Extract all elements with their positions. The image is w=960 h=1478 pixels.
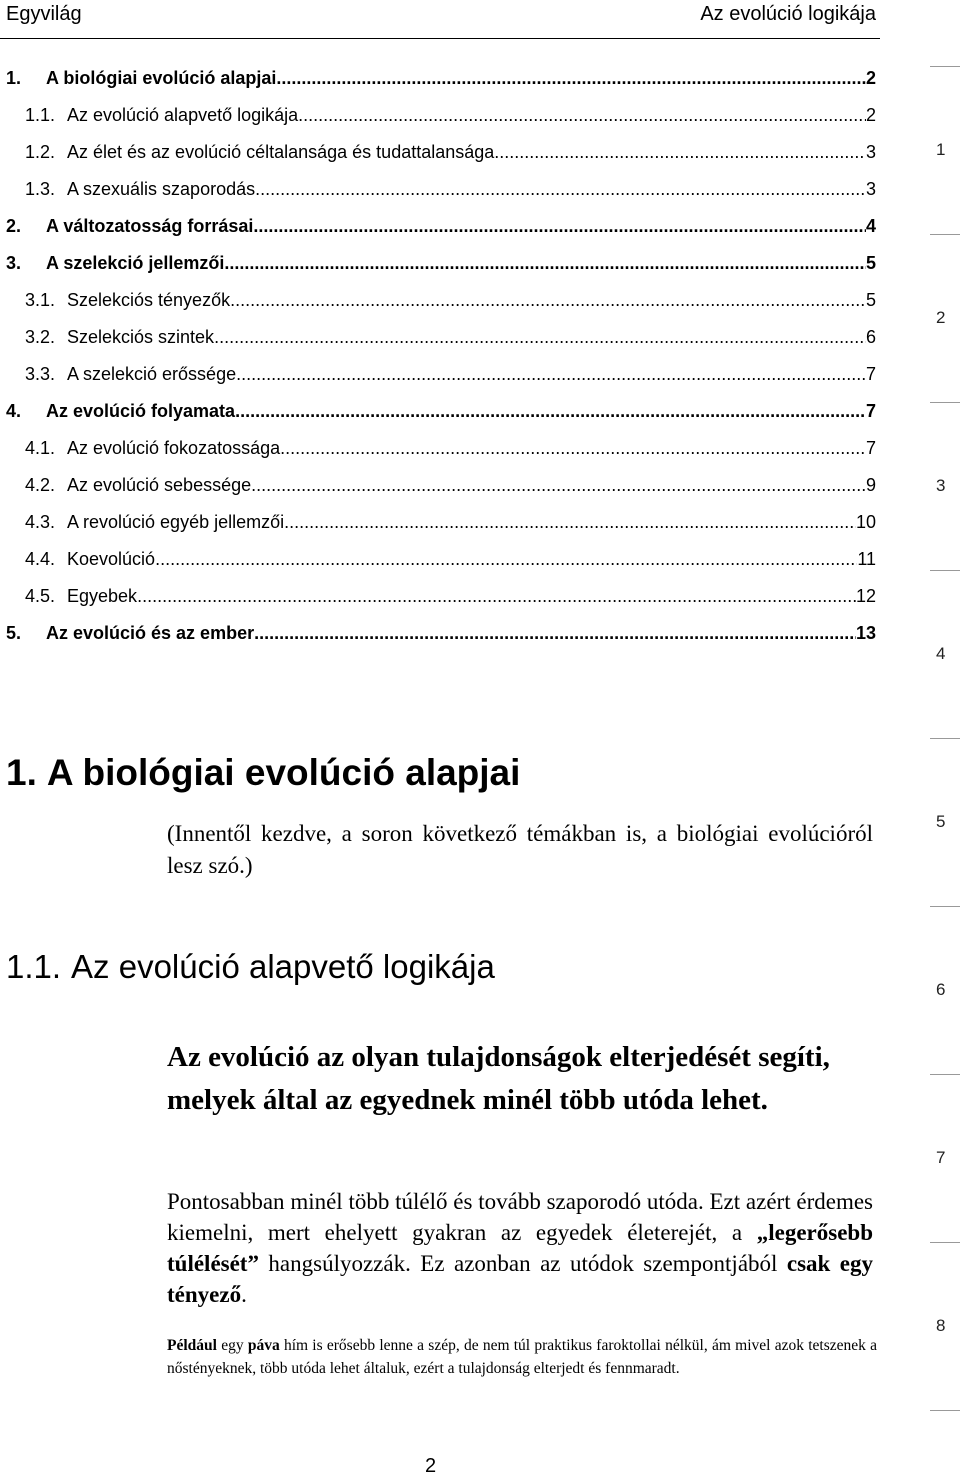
- subsection-title: Az evolúció alapvető logikája: [71, 948, 495, 985]
- toc-entry[interactable]: 4.4. Koevolúció ..... 11: [25, 549, 876, 570]
- margin-divider: [930, 1410, 960, 1411]
- margin-divider: [930, 738, 960, 739]
- margin-divider: [930, 234, 960, 235]
- example-peacock: páva: [247, 1337, 280, 1354]
- subsection-number: 1.1.: [6, 948, 62, 985]
- margin-divider: [930, 570, 960, 571]
- toc-entry[interactable]: 4.1. Az evolúció fokozatossága ..... 7: [25, 438, 876, 459]
- margin-number: 8: [936, 1316, 946, 1335]
- section-heading-1: [6, 752, 530, 794]
- margin-divider: [930, 906, 960, 907]
- margin-ruler: [930, 0, 960, 1477]
- toc-entry[interactable]: 3.1. Szelekciós tényezők ..... 5: [25, 290, 876, 311]
- margin-divider: [930, 1074, 960, 1075]
- margin-divider: [930, 66, 960, 67]
- key-statement: Az evolúció az olyan tulajdonságok elterjedését segíti, melyek által az egyednek minél több utóda lehet.: [167, 1041, 830, 1116]
- toc-entry[interactable]: 2. A változatosság forrásai ..... 4: [6, 216, 876, 237]
- toc-entry[interactable]: 3.3. A szelekció erőssége ..... 7: [25, 364, 876, 385]
- toc-entry[interactable]: 3. A szelekció jellemzői ..... 5: [6, 253, 876, 274]
- section-heading-1-1: [6, 948, 505, 986]
- margin-divider: [930, 402, 960, 403]
- section-number: 1.: [6, 752, 37, 793]
- margin-number: 7: [936, 1148, 946, 1167]
- toc-entry[interactable]: 1. A biológiai evolúció alapjai ..... 2: [6, 68, 876, 89]
- header-left-title: Egyvilág: [6, 3, 82, 25]
- body-paragraph: Pontosabban minél több túlélő és tovább szaporodó utóda. Ezt azért érdemes kiemelni, mert ehelyett gyakran az egyedek életerejét, a „legerősebb túlélését” hangsúlyozzák. Ez azonban az utódok szempontjából csak egy tényező.: [167, 1189, 873, 1307]
- margin-number: 5: [936, 812, 946, 831]
- toc-entry[interactable]: 1.3. A szexuális szaporodás ..... 3: [25, 179, 876, 200]
- example-label: Például: [167, 1337, 217, 1354]
- toc-entry[interactable]: 4.5. Egyebek ..... 12: [25, 586, 876, 607]
- section-intro-text: (Innentől kezdve, a soron következő témákban is, a biológiai evolúcióról lesz szó.): [167, 821, 873, 878]
- margin-number: 4: [936, 644, 946, 663]
- toc-entry[interactable]: 4. Az evolúció folyamata ..... 7: [6, 401, 876, 422]
- toc-entry[interactable]: 3.2. Szelekciós szintek ..... 6: [25, 327, 876, 348]
- toc-entry[interactable]: 4.3. A revolúció egyéb jellemzői ..... 10: [25, 512, 876, 533]
- margin-number: 2: [936, 308, 946, 327]
- toc-entry[interactable]: 5. Az evolúció és az ember ..... 13: [6, 623, 876, 644]
- header-right-title: Az evolúció logikája: [700, 3, 876, 25]
- page-header: [0, 0, 880, 39]
- toc-entry[interactable]: 4.2. Az evolúció sebessége ..... 9: [25, 475, 876, 496]
- margin-number: 6: [936, 980, 946, 999]
- toc-entry[interactable]: 1.1. Az evolúció alapvető logikája ..... 2: [25, 105, 876, 126]
- margin-number: 3: [936, 476, 946, 495]
- emphasis-only-one-factor: csak egy tényező: [167, 1251, 873, 1307]
- margin-number: 1: [936, 140, 946, 159]
- section-title: A biológiai evolúció alapjai: [46, 752, 521, 793]
- page-number: 2: [425, 1455, 437, 1477]
- example-paragraph: Például egy páva hím is erősebb lenne a szép, de nem túl praktikus faroktollai nélkül, ám mivel azok tetszenek a nőstényeknek, több utóda lehet általuk, ezért a tulajdonság elterjedt és fennmaradt.: [167, 1337, 877, 1377]
- emphasis-strongest-survival: „legerősebb túlélését”: [167, 1220, 873, 1276]
- margin-divider: [930, 1242, 960, 1243]
- toc-entry[interactable]: 1.2. Az élet és az evolúció céltalansága és tudattalansága ..... 3: [25, 142, 876, 163]
